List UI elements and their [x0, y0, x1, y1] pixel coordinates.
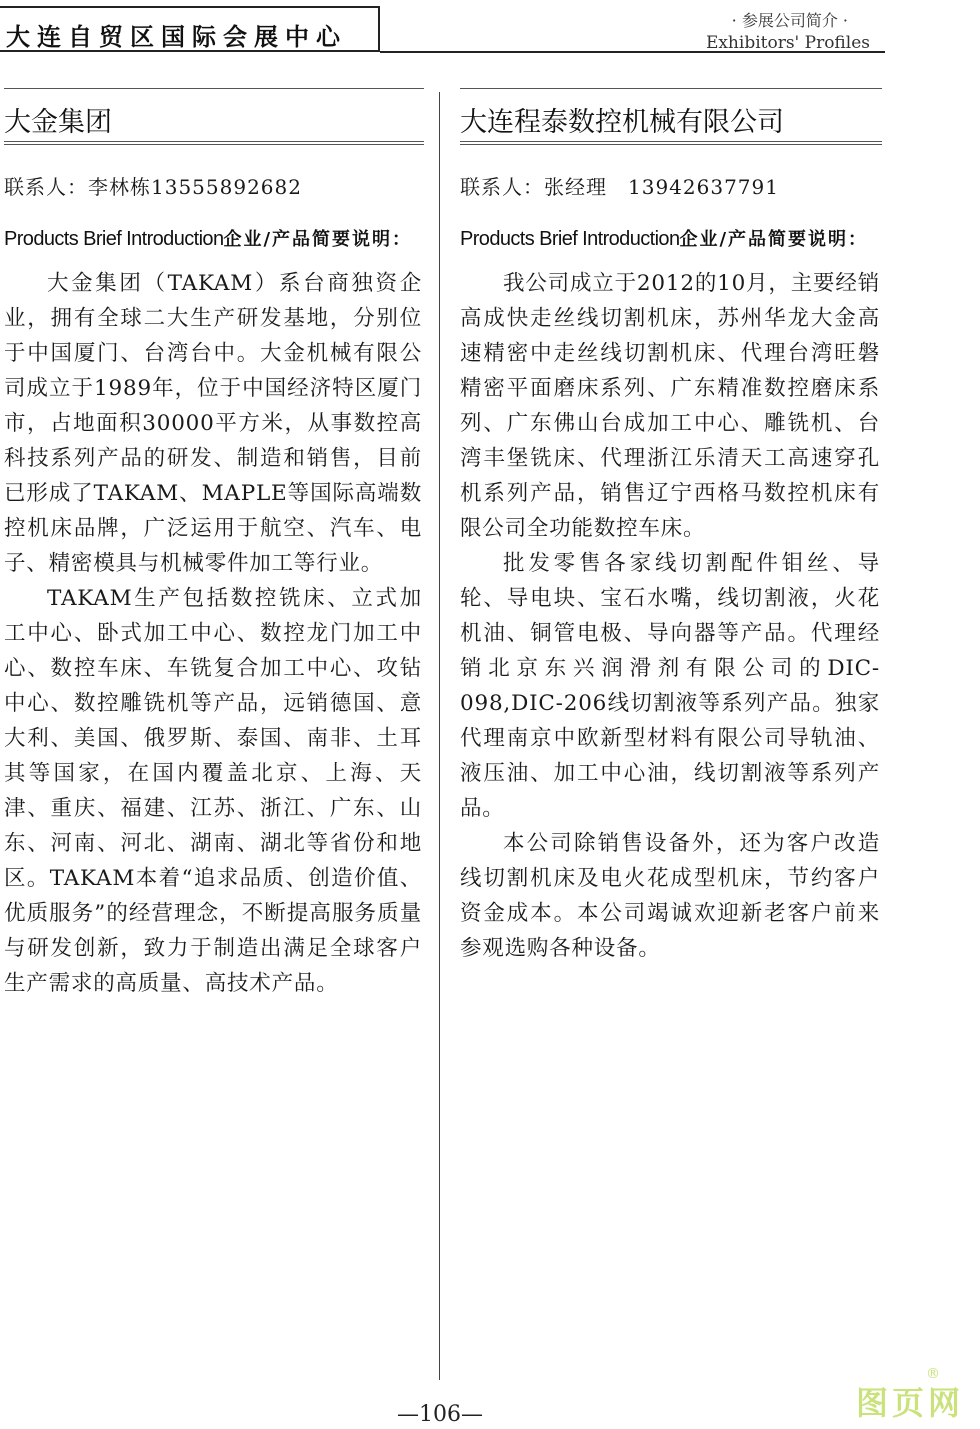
header-title-box [0, 6, 380, 52]
section-title-cn: · 参展公司简介 · [731, 11, 848, 30]
right-paragraph-3: 本公司除销售设备外，还为客户改造线切割机床及电火花成型机床，节约客户资金成本。本公司竭诚欢迎新老客户前来参观选购各种设备。 [460, 831, 880, 961]
right-paragraph-1: 我公司成立于2012的10月，主要经销高成快走丝线切割机床，苏州华龙大金高速精密中走丝线切割机床、代理台湾旺磐精密平面磨床系列、广东精准数控磨床系列、广东佛山台成加工中心、雕铣机、台湾丰堡铣床、代理浙江乐清天工高速穿孔机系列产品，销售辽宁西格马数控机床有限公司全功能数控车床。 [460, 271, 880, 541]
left-intro-label [4, 225, 412, 251]
left-title-rule-2 [4, 144, 424, 145]
right-paragraph-2: 批发零售各家线切割配件钼丝、导轮、导电块、宝石水嘴，线切割液，火花机油、铜管电极、导向器等产品。代理经销北京东兴润滑剂有限公司的DIC-098,DIC-206线切割液等系列产品。独家代理南京中欧新型材料有限公司导轨油、液压油、加工中心油，线切割液等系列产品。 [460, 551, 880, 821]
column-divider [439, 92, 440, 1380]
left-title-rule [4, 141, 424, 142]
left-company-name: 大金集团 [4, 107, 112, 138]
left-paragraph-1: 大金集团（TAKAM）系台商独资企业，拥有全球二大生产研发基地，分别位于中国厦门、台湾台中。大金机械有限公司成立于1989年，位于中国经济特区厦门市，占地面积30000平方米，从事数控高科技系列产品的研发、制造和销售，目前已形成了TAKAM、MAPLE等国际高端数控机床品牌，广泛运用于航空、汽车、电子、精密模具与机械零件加工等行业。 [4, 271, 422, 576]
right-title-rule-2 [460, 144, 882, 145]
watermark-logo: 图页网 [855, 1384, 964, 1422]
right-top-rule [460, 88, 882, 89]
watermark-registered-mark: ® [926, 1366, 940, 1382]
left-contact: 联系人：李林栋13555892682 [4, 175, 302, 199]
right-contact: 联系人：张经理 13942637791 [460, 175, 779, 199]
right-body [460, 266, 880, 966]
header-title: 大连自贸区国际会展中心 [6, 23, 347, 51]
left-top-rule [4, 88, 424, 89]
right-company-name: 大连程泰数控机械有限公司 [460, 107, 784, 138]
left-body [4, 266, 422, 1001]
section-title-en: Exhibitors' Profiles [705, 33, 870, 53]
left-paragraph-2: TAKAM生产包括数控铣床、立式加工中心、卧式加工中心、数控龙门加工中心、数控车床、车铣复合加工中心、攻钻中心、数控雕铣机等产品，远销德国、意大利、美国、俄罗斯、泰国、南非、土耳其等国家，在国内覆盖北京、上海、天津、重庆、福建、江苏、浙江、广东、山东、河南、河北、湖南、湖北等省份和地区。TAKAM本着“追求品质、创造价值、优质服务”的经营理念，不断提高服务质量与研发创新，致力于制造出满足全球客户生产需求的高质量、高技术产品。 [4, 586, 422, 996]
left-intro-en: Products Brief Introduction [4, 228, 224, 250]
right-title-rule [460, 141, 882, 142]
right-intro-cn: 企业/产品简要说明： [679, 229, 869, 250]
left-intro-cn: 企业/产品简要说明： [223, 229, 413, 250]
right-intro-en: Products Brief Introduction [460, 228, 680, 250]
page-number: —106— [397, 1402, 483, 1427]
right-intro-label [460, 225, 868, 251]
